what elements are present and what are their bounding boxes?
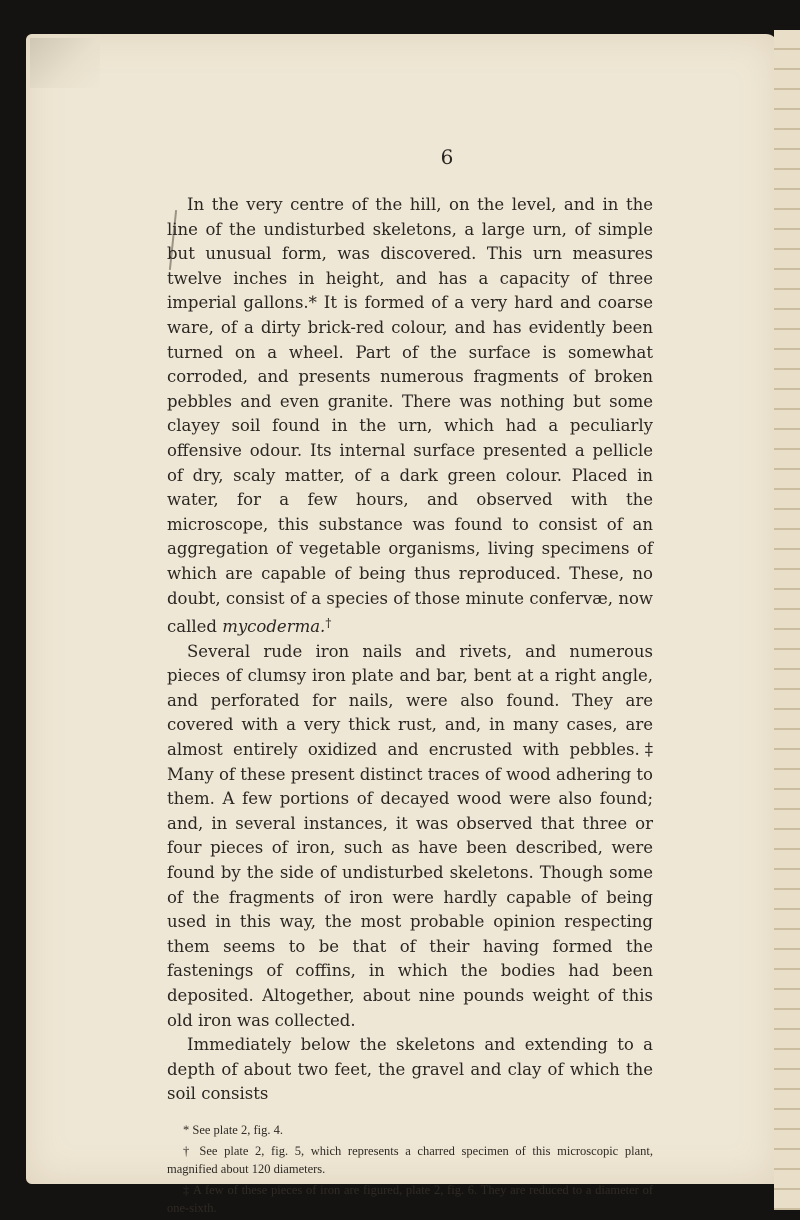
paragraph-below: Immediately below the skeletons and extending to a depth of about two feet, the gravel and clay of which the soil consists	[167, 1035, 653, 1104]
paragraph-iron: Several rude iron nails and rivets, and numerous pieces of clumsy iron plate and bar, bent at a right angle, and perforated for nails, were also found. They are covered with a very thick rust, and, in many cases, are almost entirely oxidized and encrusted with pebbles.‡ Many of these present distinct traces of wood adhering to them. A few portions of decayed wood were also found; and, in several instances, it was observed that three or four pieces of iron, such as have been described, were found by the side of undisturbed skeletons. Though some of the fragments of iron were hardly capable of being used in this way, the most probable opinion respecting them seems to be that of their having formed the fastenings of coffins, in which the bodies had been deposited. Altogether, about nine pounds weight of this old iron was collected.	[167, 641, 653, 1030]
page-edge-strip	[774, 30, 800, 1210]
page-content	[167, 145, 653, 1220]
footnote-3: ‡ A few of these pieces of iron are figured, plate 2, fig. 6. They are reduced to a diameter of one-sixth.	[167, 1182, 653, 1215]
paragraph-urn	[167, 193, 653, 640]
dagger-footnote-mark: †	[325, 616, 332, 631]
paragraph-urn-text: In the very centre of the hill, on the level, and in the line of the undisturbed skeletons, a large urn, of simple but unusual form, was discovered. This urn measures twelve inches in height, and has a capacity of three imperial gallons.* It is formed of a very hard and coarse ware, of a dirty brick-red colour, and has evidently been turned on a wheel. Part of the surface is somewhat corroded, and presents numerous fragments of broken pebbles and even granite. There was nothing but some clayey soil found in the urn, which had a peculiarly offensive odour. Its internal surface presented a pellicle of dry, scaly matter, of a dark green colour. Placed in water, for a few hours, and observed with the microscope, this substance was found to consist of an aggregation of vegetable organisms, living specimens of which are capable of being thus reproduced. These, no doubt, consist of a species of those minute confervæ, now called	[167, 195, 653, 637]
body-text	[167, 193, 653, 1107]
italic-term: mycoderma.	[222, 617, 326, 637]
footnotes	[167, 1121, 653, 1217]
folded-corner	[30, 38, 100, 88]
footnote-1: * See plate 2, fig. 4.	[183, 1122, 283, 1137]
page-number: 6	[440, 145, 454, 169]
footnote-2: † See plate 2, fig. 5, which represents a charred specimen of this microscopic plant, magnified about 120 diameters.	[167, 1143, 653, 1176]
